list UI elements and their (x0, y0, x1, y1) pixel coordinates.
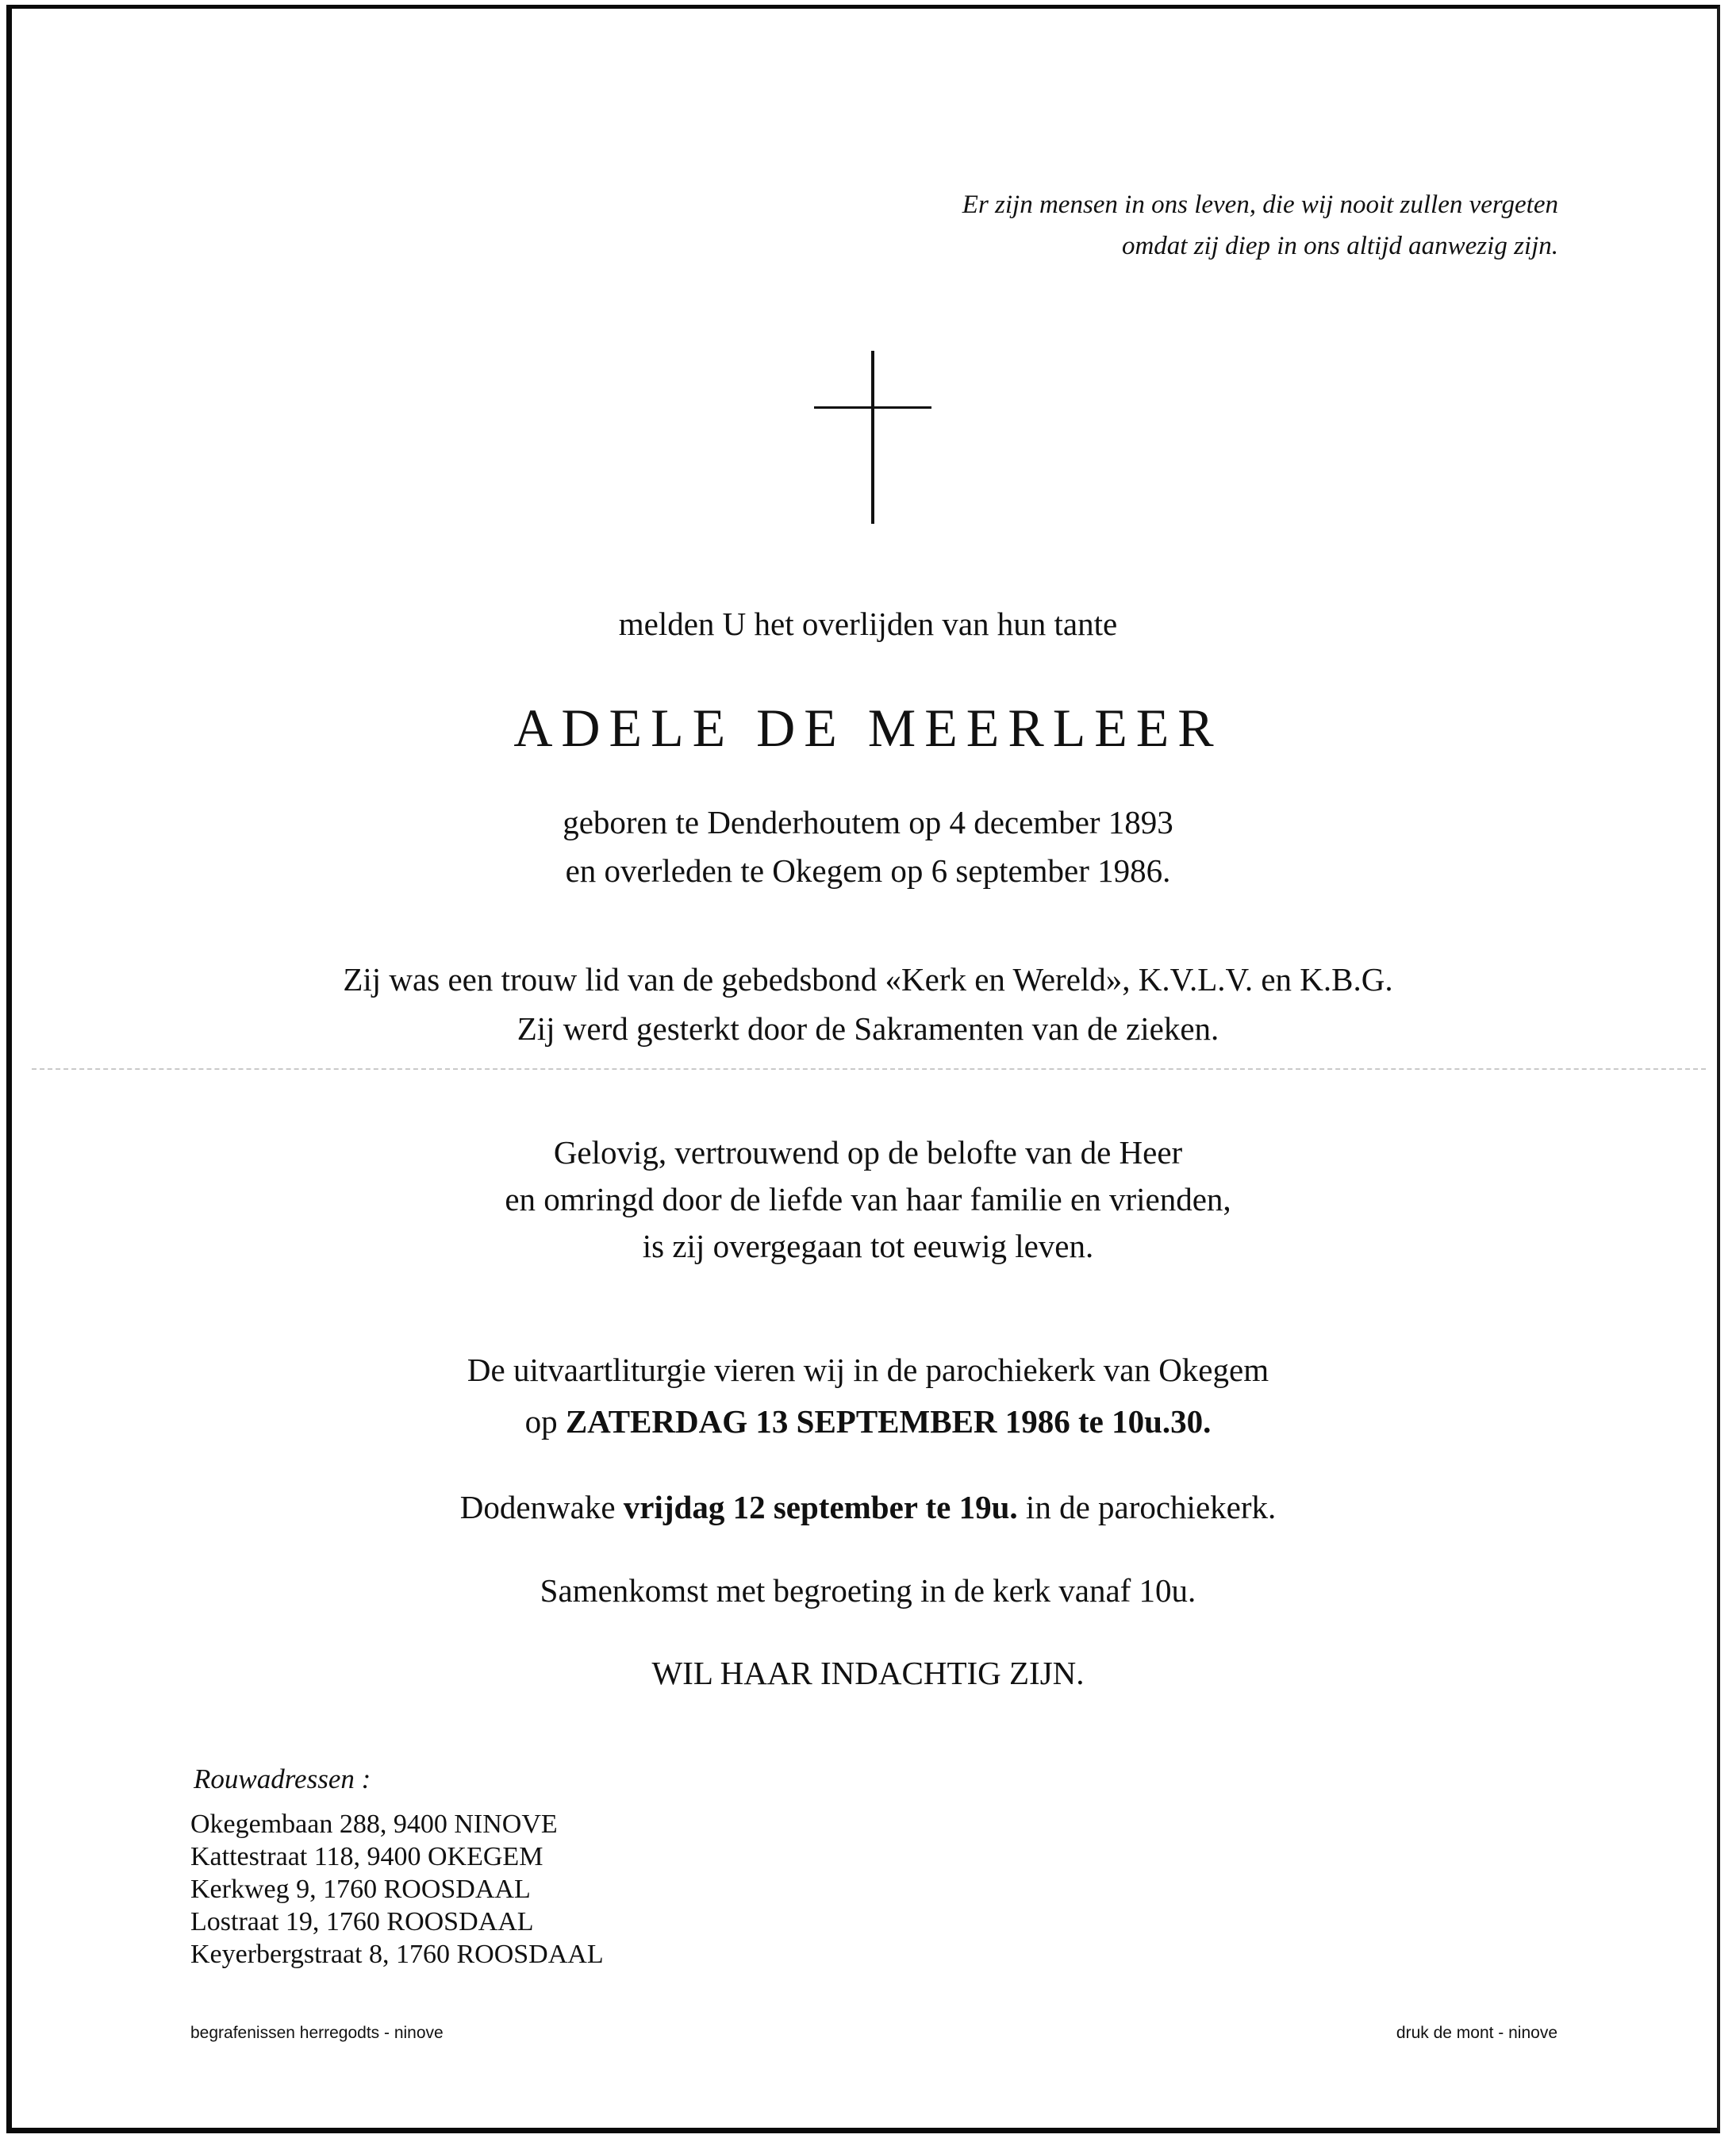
motto-line-2: omdat zij diep in ons altijd aanwezig zijn. (1121, 232, 1558, 260)
motto (686, 184, 1558, 267)
funeral-line-1: De uitvaartliturgie vieren wij in de parochiekerk van Okegem (467, 1352, 1269, 1388)
faith-line-3: is zij overgegaan tot eeuwig leven. (642, 1228, 1094, 1264)
gathering-line: Samenkomst met begroeting in de kerk vanaf 10u. (540, 1572, 1196, 1609)
funeral-date-prefix: op (524, 1403, 566, 1440)
membership-line-1: Zij was een trouw lid van de gebedsbond «Kerk en Wereld», K.V.L.V. en K.B.G. (343, 961, 1393, 998)
wake-suffix: in de parochiekerk. (1017, 1489, 1277, 1525)
address-item: Lostraat 19, 1760 ROOSDAAL (190, 1907, 534, 1936)
fold-line (32, 1068, 1706, 1070)
wake-date: vrijdag 12 september te 19u. (623, 1489, 1018, 1525)
footer-printer: druk de mont - ninove (1396, 2024, 1557, 2042)
cross-icon (814, 351, 931, 524)
deceased-name: ADELE DE MEERLEER (513, 698, 1223, 758)
address-item: Kerkweg 9, 1760 ROOSDAAL (190, 1875, 531, 1904)
addresses-list (190, 1808, 604, 1971)
wake-prefix: Dodenwake (459, 1489, 624, 1525)
faith-line-2: en omringd door de liefde van haar familie en vrienden, (505, 1181, 1231, 1217)
death-line: en overleden te Okegem op 6 september 1986. (565, 852, 1171, 889)
funeral-date-line (0, 1402, 1736, 1440)
address-item: Kattestraat 118, 9400 OKEGEM (190, 1842, 543, 1871)
wake-line (0, 1488, 1736, 1526)
footer-undertaker: begrafenissen herregodts - ninove (190, 2024, 444, 2042)
faith-line-1: Gelovig, vertrouwend op de belofte van de Heer (553, 1134, 1183, 1171)
motto-line-1: Er zijn mensen in ons leven, die wij nooit zullen vergeten (962, 190, 1558, 219)
membership-line-2: Zij werd gesterkt door de Sakramenten van de zieken. (517, 1010, 1219, 1047)
addresses-heading: Rouwadressen : (194, 1763, 371, 1794)
birth-line: geboren te Denderhoutem op 4 december 1893 (563, 804, 1173, 840)
announcement: melden U het overlijden van hun tante (618, 606, 1118, 642)
closing-line: WIL HAAR INDACHTIG ZIJN. (651, 1655, 1085, 1691)
address-item: Okegembaan 288, 9400 NINOVE (190, 1809, 558, 1839)
address-item: Keyerbergstraat 8, 1760 ROOSDAAL (190, 1940, 604, 1969)
funeral-date: ZATERDAG 13 SEPTEMBER 1986 te 10u.30. (565, 1403, 1212, 1440)
